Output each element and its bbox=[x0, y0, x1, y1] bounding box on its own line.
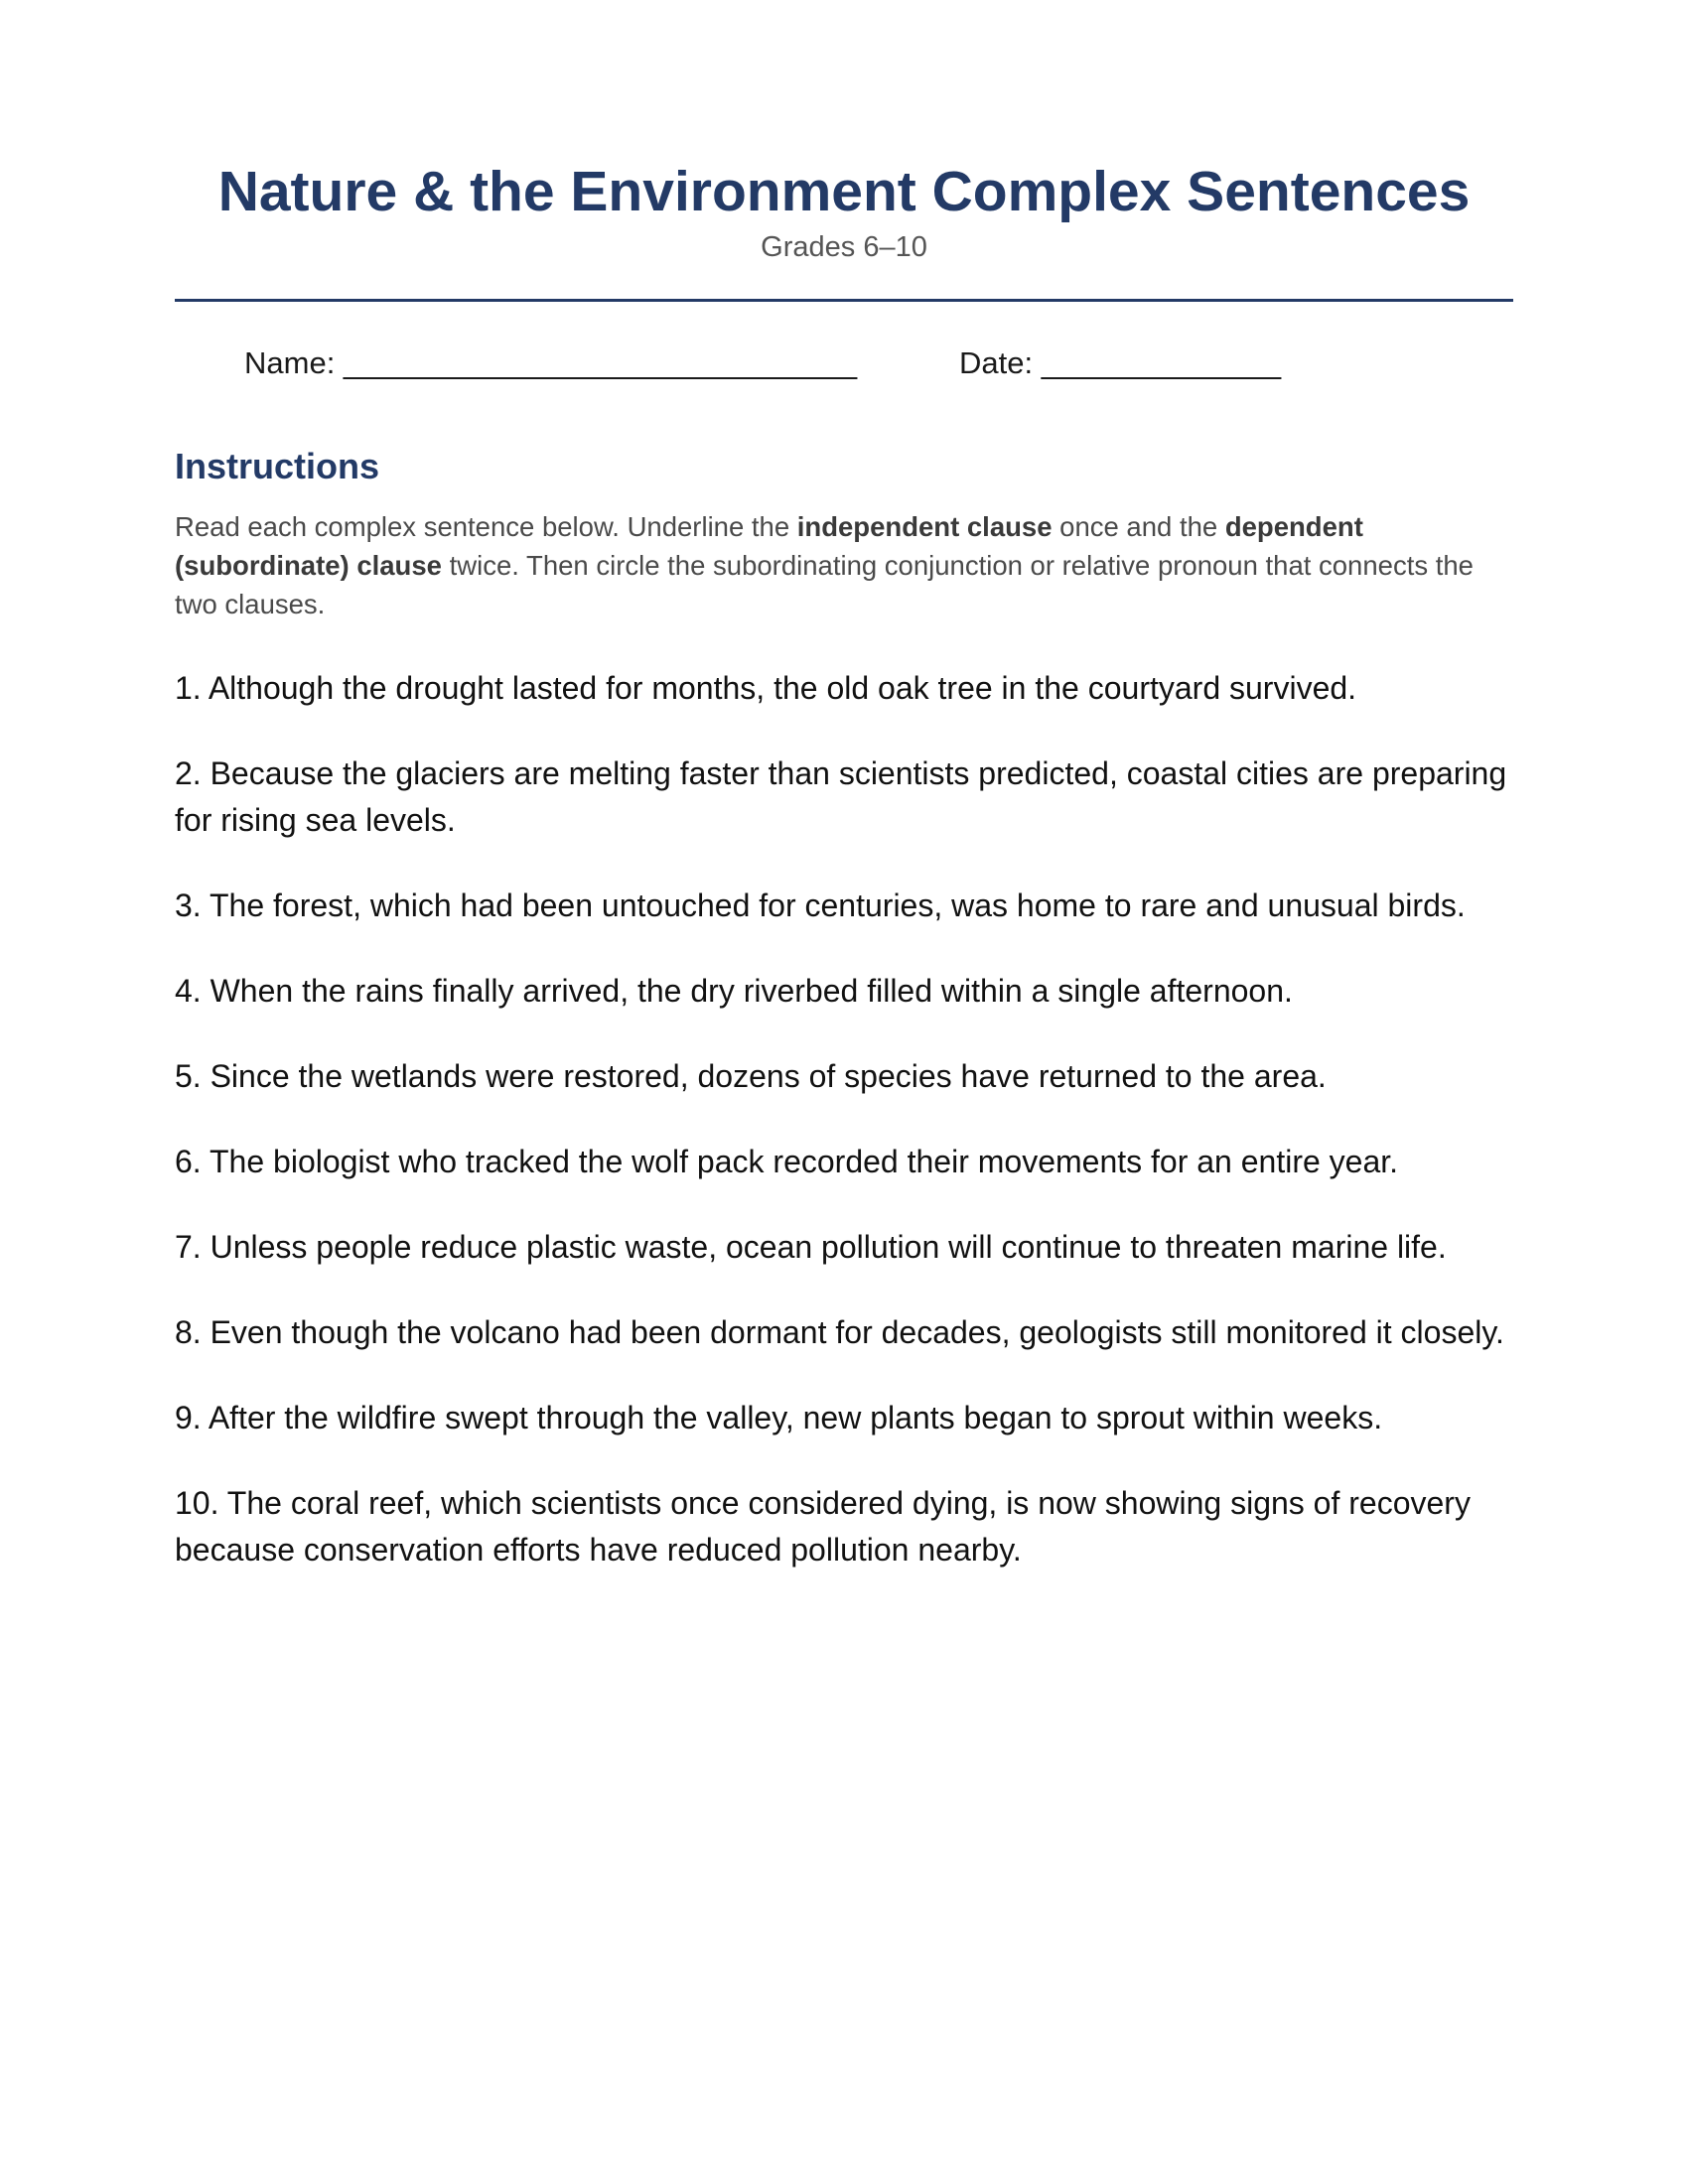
grade-level-subtitle: Grades 6–10 bbox=[761, 231, 927, 263]
page-title: Nature & the Environment Complex Sentences bbox=[217, 160, 1471, 223]
question-item: 2. Because the glaciers are melting faster than scientists predicted, coastal cities are preparing for rising sea levels. bbox=[175, 755, 1507, 838]
instructions-text-part: twice. Then circle the subordinating conjunction or relative pronoun that connects the two clauses. bbox=[175, 550, 1474, 619]
question-item: 8. Even though the volcano had been dormant for decades, geologists still monitored it closely. bbox=[175, 1314, 1504, 1350]
instructions-text-part: once and the bbox=[1052, 511, 1225, 542]
question-list bbox=[175, 665, 1513, 1612]
date-field: Date: ______________ bbox=[959, 345, 1282, 380]
instructions-text bbox=[175, 507, 1513, 623]
question-item: 3. The forest, which had been untouched for centuries, was home to rare and unusual birds. bbox=[175, 887, 1466, 923]
independent-clause-term: independent clause bbox=[796, 511, 1053, 542]
header-divider bbox=[175, 299, 1513, 302]
question-item: 1. Although the drought lasted for months, the old oak tree in the courtyard survived. bbox=[175, 670, 1357, 706]
question-item: 4. When the rains finally arrived, the dry riverbed filled within a single afternoon. bbox=[175, 973, 1293, 1009]
instructions-text-part: Read each complex sentence below. Underline the bbox=[175, 511, 797, 542]
question-item: 7. Unless people reduce plastic waste, ocean pollution will continue to threaten marine life. bbox=[175, 1229, 1447, 1265]
question-item: 6. The biologist who tracked the wolf pack recorded their movements for an entire year. bbox=[175, 1144, 1399, 1179]
instructions-heading: Instructions bbox=[175, 446, 380, 486]
dependent-clause-term: dependent (subordinate) clause bbox=[175, 511, 1363, 581]
question-item: 5. Since the wetlands were restored, dozens of species have returned to the area. bbox=[175, 1058, 1327, 1094]
question-item: 9. After the wildfire swept through the valley, new plants began to sprout within weeks. bbox=[175, 1400, 1383, 1435]
name-field: Name: ______________________________ bbox=[244, 345, 858, 380]
question-item: 10. The coral reef, which scientists once considered dying, is now showing signs of recovery because conservation efforts have reduced pollution nearby. bbox=[175, 1485, 1471, 1568]
